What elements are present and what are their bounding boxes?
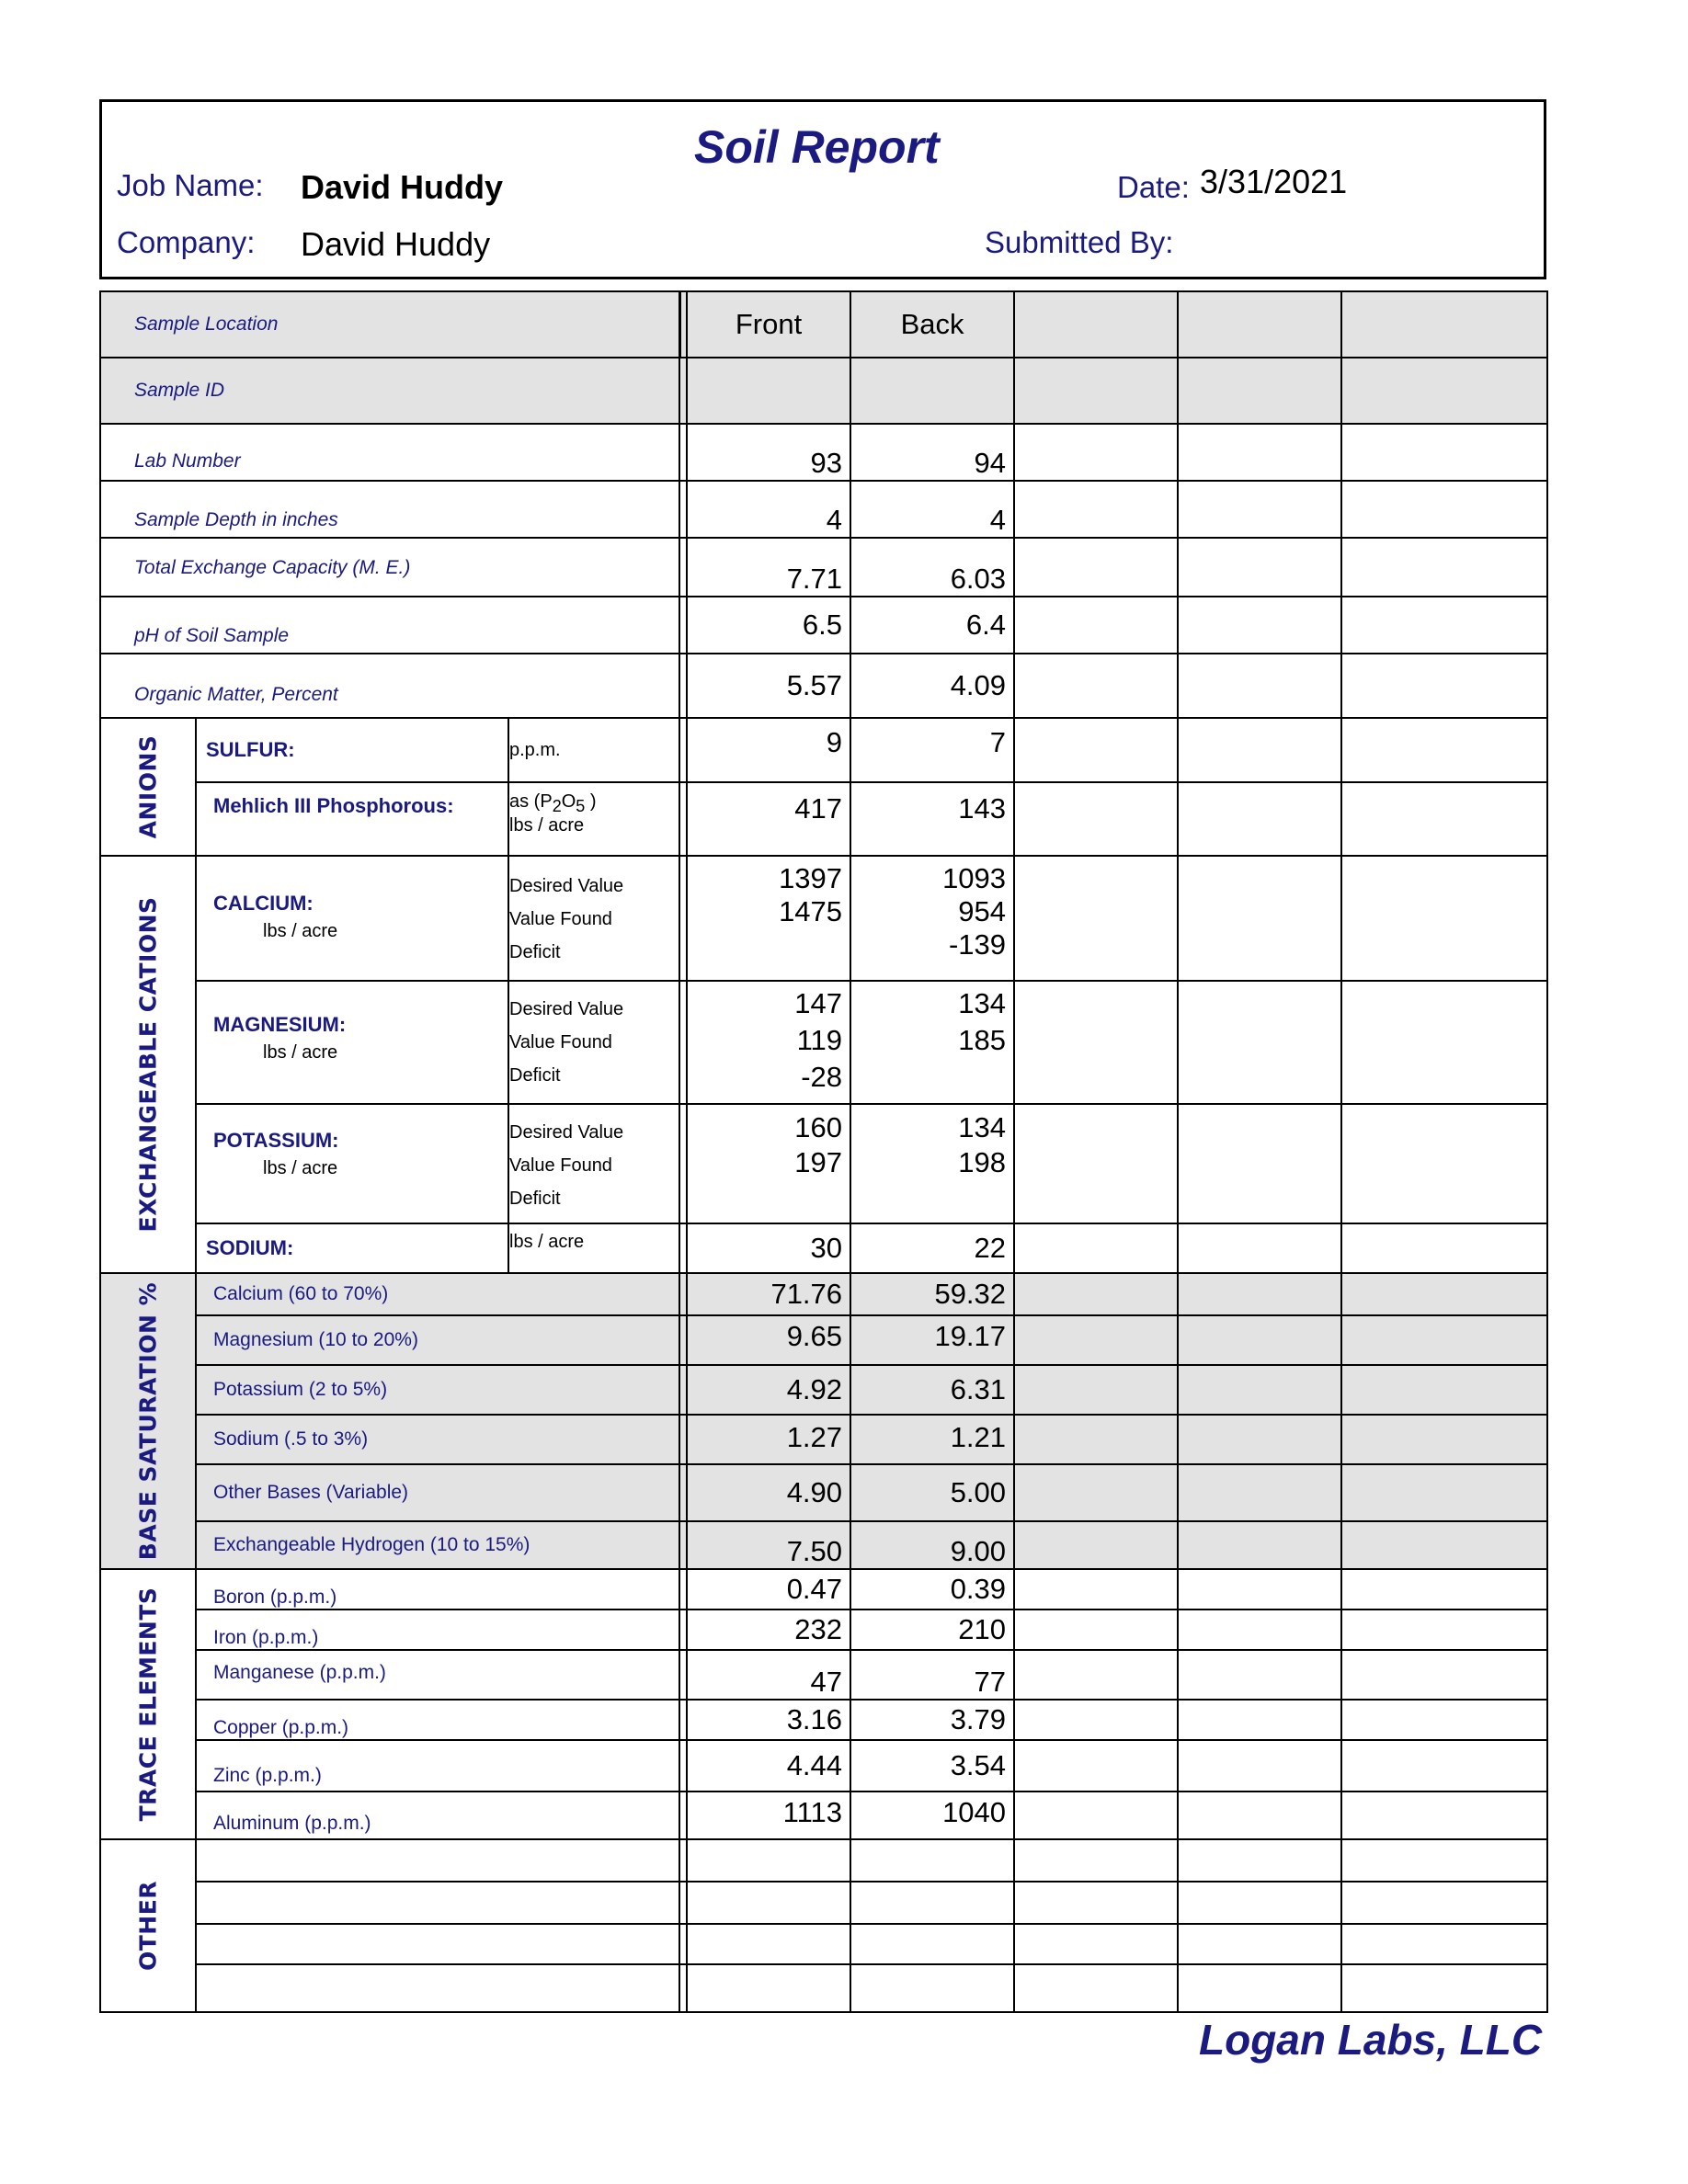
potassium-label: POTASSIUM:	[213, 1129, 339, 1152]
sample-id-label: Sample ID	[134, 380, 225, 401]
trace-col-1: 1113	[687, 1792, 850, 1839]
magnesium-row	[100, 981, 1547, 1104]
sulfur-row	[100, 718, 1547, 782]
trace-section	[100, 1569, 196, 1839]
base-saturation-label: Other Bases (Variable)	[213, 1482, 409, 1503]
magnesium-desired-label: Desired Value	[509, 999, 624, 1019]
trace-col-2: 3.79	[850, 1700, 1014, 1740]
base-saturation-col-2: 59.32	[850, 1273, 1014, 1315]
tec-label: Total Exchange Capacity (M. E.)	[134, 557, 411, 578]
sulfur-unit: p.p.m.	[509, 739, 561, 760]
sodium-unit: lbs / acre	[509, 1232, 585, 1252]
calcium-found-col-2: 954	[958, 895, 1007, 927]
base-saturation-col-1: 7.50	[687, 1521, 850, 1569]
trace-label: Iron (p.p.m.)	[213, 1627, 319, 1648]
base-saturation-row	[100, 1273, 1547, 1315]
calcium-desired-col-1: 1397	[779, 862, 843, 894]
phosphorous-col-1: 417	[687, 782, 850, 856]
sulfur-col-1: 9	[687, 718, 850, 782]
depth-label: Sample Depth in inches	[134, 509, 338, 530]
base-saturation-row	[100, 1365, 1547, 1415]
other-row	[100, 1882, 1547, 1924]
other-section	[100, 1839, 196, 2012]
base-saturation-label: Calcium (60 to 70%)	[213, 1283, 389, 1304]
calcium-unit: lbs / acre	[263, 921, 338, 941]
base-saturation-col-1: 71.76	[687, 1273, 850, 1315]
magnesium-found-col-2: 185	[958, 1024, 1007, 1056]
trace-row	[100, 1792, 1547, 1839]
base-saturation-col-1: 9.65	[687, 1315, 850, 1365]
company-label: Company:	[117, 225, 256, 259]
trace-col-1: 4.44	[687, 1740, 850, 1792]
trace-col-2: 0.39	[850, 1569, 1014, 1610]
trace-row	[100, 1569, 1547, 1610]
depth-col-1: 4	[687, 481, 850, 538]
trace-col-1: 3.16	[687, 1700, 850, 1740]
trace-col-2: 1040	[850, 1792, 1014, 1839]
phosphorous-col-2: 143	[850, 782, 1014, 856]
trace-col-2: 77	[850, 1650, 1014, 1700]
calcium-deficit-label: Deficit	[509, 942, 561, 962]
sulfur-col-2: 7	[850, 718, 1014, 782]
trace-col-1: 0.47	[687, 1569, 850, 1610]
base-saturation-col-2: 5.00	[850, 1464, 1014, 1521]
trace-row	[100, 1700, 1547, 1740]
base-saturation-row	[100, 1415, 1547, 1464]
sodium-col-1: 30	[687, 1223, 850, 1273]
trace-row	[100, 1740, 1547, 1792]
base-saturation-col-2: 19.17	[850, 1315, 1014, 1365]
company-value: David Huddy	[301, 225, 491, 263]
lab-number-row	[100, 424, 1547, 481]
base-saturation-label: Exchangeable Hydrogen (10 to 15%)	[213, 1534, 530, 1555]
other-row	[100, 1964, 1547, 2012]
depth-row	[100, 481, 1547, 538]
sulfur-label: SULFUR:	[206, 738, 295, 761]
trace-row	[100, 1650, 1547, 1700]
trace-col-1: 232	[687, 1610, 850, 1650]
phosphorous-row	[100, 782, 1547, 856]
sample-location-col-5	[1341, 291, 1547, 358]
base-saturation-label: Potassium (2 to 5%)	[213, 1379, 388, 1400]
base-saturation-row	[100, 1315, 1547, 1365]
potassium-desired-col-1: 160	[794, 1111, 843, 1143]
potassium-found-label: Value Found	[509, 1155, 612, 1176]
trace-label: Boron (p.p.m.)	[213, 1587, 337, 1608]
other-section-label: OTHER	[134, 1880, 162, 1972]
calcium-found-label: Value Found	[509, 909, 612, 929]
base-saturation-label: Sodium (.5 to 3%)	[213, 1428, 369, 1450]
base-saturation-section	[100, 1273, 196, 1569]
footer-company: Logan Labs, LLC	[1199, 2016, 1543, 2064]
sample-location-col-1: Front	[687, 291, 850, 358]
job-name-label: Job Name:	[117, 168, 264, 202]
trace-col-2: 3.54	[850, 1740, 1014, 1792]
depth-col-2: 4	[850, 481, 1014, 538]
magnesium-found-label: Value Found	[509, 1032, 612, 1052]
base-saturation-col-1: 4.92	[687, 1365, 850, 1415]
calcium-desired-label: Desired Value	[509, 876, 624, 896]
report-header	[99, 99, 1546, 279]
report-title: Soil Report	[694, 121, 940, 173]
ph-label: pH of Soil Sample	[134, 625, 290, 646]
job-name-value: David Huddy	[301, 168, 504, 206]
potassium-unit: lbs / acre	[263, 1158, 338, 1178]
date-value: 3/31/2021	[1200, 163, 1348, 200]
organic-matter-row	[100, 654, 1547, 718]
magnesium-deficit-col-1: -28	[801, 1061, 843, 1093]
potassium-desired-label: Desired Value	[509, 1122, 624, 1143]
trace-label: Manganese (p.p.m.)	[213, 1662, 386, 1683]
base-saturation-col-2: 1.21	[850, 1415, 1014, 1464]
other-row	[100, 1839, 1547, 1882]
anions-section-label: ANIONS	[134, 734, 162, 839]
cations-section	[100, 856, 196, 1273]
magnesium-found-col-1: 119	[796, 1024, 843, 1056]
trace-label: Aluminum (p.p.m.)	[213, 1813, 371, 1834]
potassium-found-col-2: 198	[958, 1146, 1007, 1178]
magnesium-desired-col-1: 147	[794, 987, 843, 1019]
calcium-found-col-1: 1475	[779, 895, 843, 927]
sample-location-row	[100, 291, 1547, 358]
other-row	[100, 1924, 1547, 1964]
magnesium-deficit-label: Deficit	[509, 1065, 561, 1086]
ph-col-2: 6.4	[850, 597, 1014, 654]
ph-row	[100, 597, 1547, 654]
base-saturation-row	[100, 1521, 1547, 1569]
cations-section-label: EXCHANGEABLE CATIONS	[134, 896, 162, 1233]
trace-label: Zinc (p.p.m.)	[213, 1765, 322, 1786]
sodium-label: SODIUM:	[206, 1236, 294, 1259]
sodium-col-2: 22	[850, 1223, 1014, 1273]
tec-col-2: 6.03	[850, 538, 1014, 597]
base-saturation-section-label: BASE SATURATION %	[134, 1281, 162, 1561]
anions-section	[100, 718, 196, 856]
magnesium-unit: lbs / acre	[263, 1042, 338, 1063]
phosphorous-unit-formula: as ($P_2O_5$ )	[509, 791, 597, 815]
trace-col-1: 47	[687, 1650, 850, 1700]
sample-location-col-2: Back	[850, 291, 1014, 358]
phosphorous-label: Mehlich III Phosphorous:	[213, 794, 454, 817]
date-label: Date:	[1117, 170, 1190, 204]
trace-label: Copper (p.p.m.)	[213, 1717, 349, 1738]
sample-location-col-3	[1014, 291, 1178, 358]
lab-number-col-1: 93	[687, 424, 850, 481]
sample-location-col-4	[1178, 291, 1341, 358]
calcium-row	[100, 856, 1547, 981]
organic-matter-col-1: 5.57	[687, 654, 850, 718]
trace-col-2: 210	[850, 1610, 1014, 1650]
base-saturation-col-1: 1.27	[687, 1415, 850, 1464]
tec-col-1: 7.71	[687, 538, 850, 597]
potassium-deficit-label: Deficit	[509, 1189, 561, 1209]
sample-location-label: Sample Location	[134, 313, 279, 335]
calcium-deficit-col-2: -139	[948, 928, 1007, 961]
base-saturation-col-2: 6.31	[850, 1365, 1014, 1415]
ph-col-1: 6.5	[687, 597, 850, 654]
magnesium-desired-col-2: 134	[958, 987, 1007, 1019]
base-saturation-label: Magnesium (10 to 20%)	[213, 1329, 418, 1350]
sample-id-row	[100, 358, 1547, 424]
trace-section-label: TRACE ELEMENTS	[134, 1587, 162, 1822]
lab-number-col-2: 94	[850, 424, 1014, 481]
soil-report-table	[99, 290, 1548, 2013]
tec-row	[100, 538, 1547, 597]
calcium-desired-col-2: 1093	[942, 862, 1007, 894]
magnesium-label: MAGNESIUM:	[213, 1013, 347, 1036]
trace-row	[100, 1610, 1547, 1650]
submitted-by-label: Submitted By:	[985, 225, 1174, 259]
potassium-desired-col-2: 134	[958, 1111, 1007, 1143]
organic-matter-col-2: 4.09	[850, 654, 1014, 718]
base-saturation-col-1: 4.90	[687, 1464, 850, 1521]
calcium-label: CALCIUM:	[213, 892, 314, 915]
sodium-row	[100, 1223, 1547, 1273]
phosphorous-unit: lbs / acre	[509, 815, 585, 836]
potassium-found-col-1: 197	[794, 1146, 843, 1178]
organic-matter-label: Organic Matter, Percent	[134, 684, 338, 705]
base-saturation-row	[100, 1464, 1547, 1521]
base-saturation-col-2: 9.00	[850, 1521, 1014, 1569]
lab-number-label: Lab Number	[134, 450, 241, 472]
potassium-row	[100, 1104, 1547, 1223]
